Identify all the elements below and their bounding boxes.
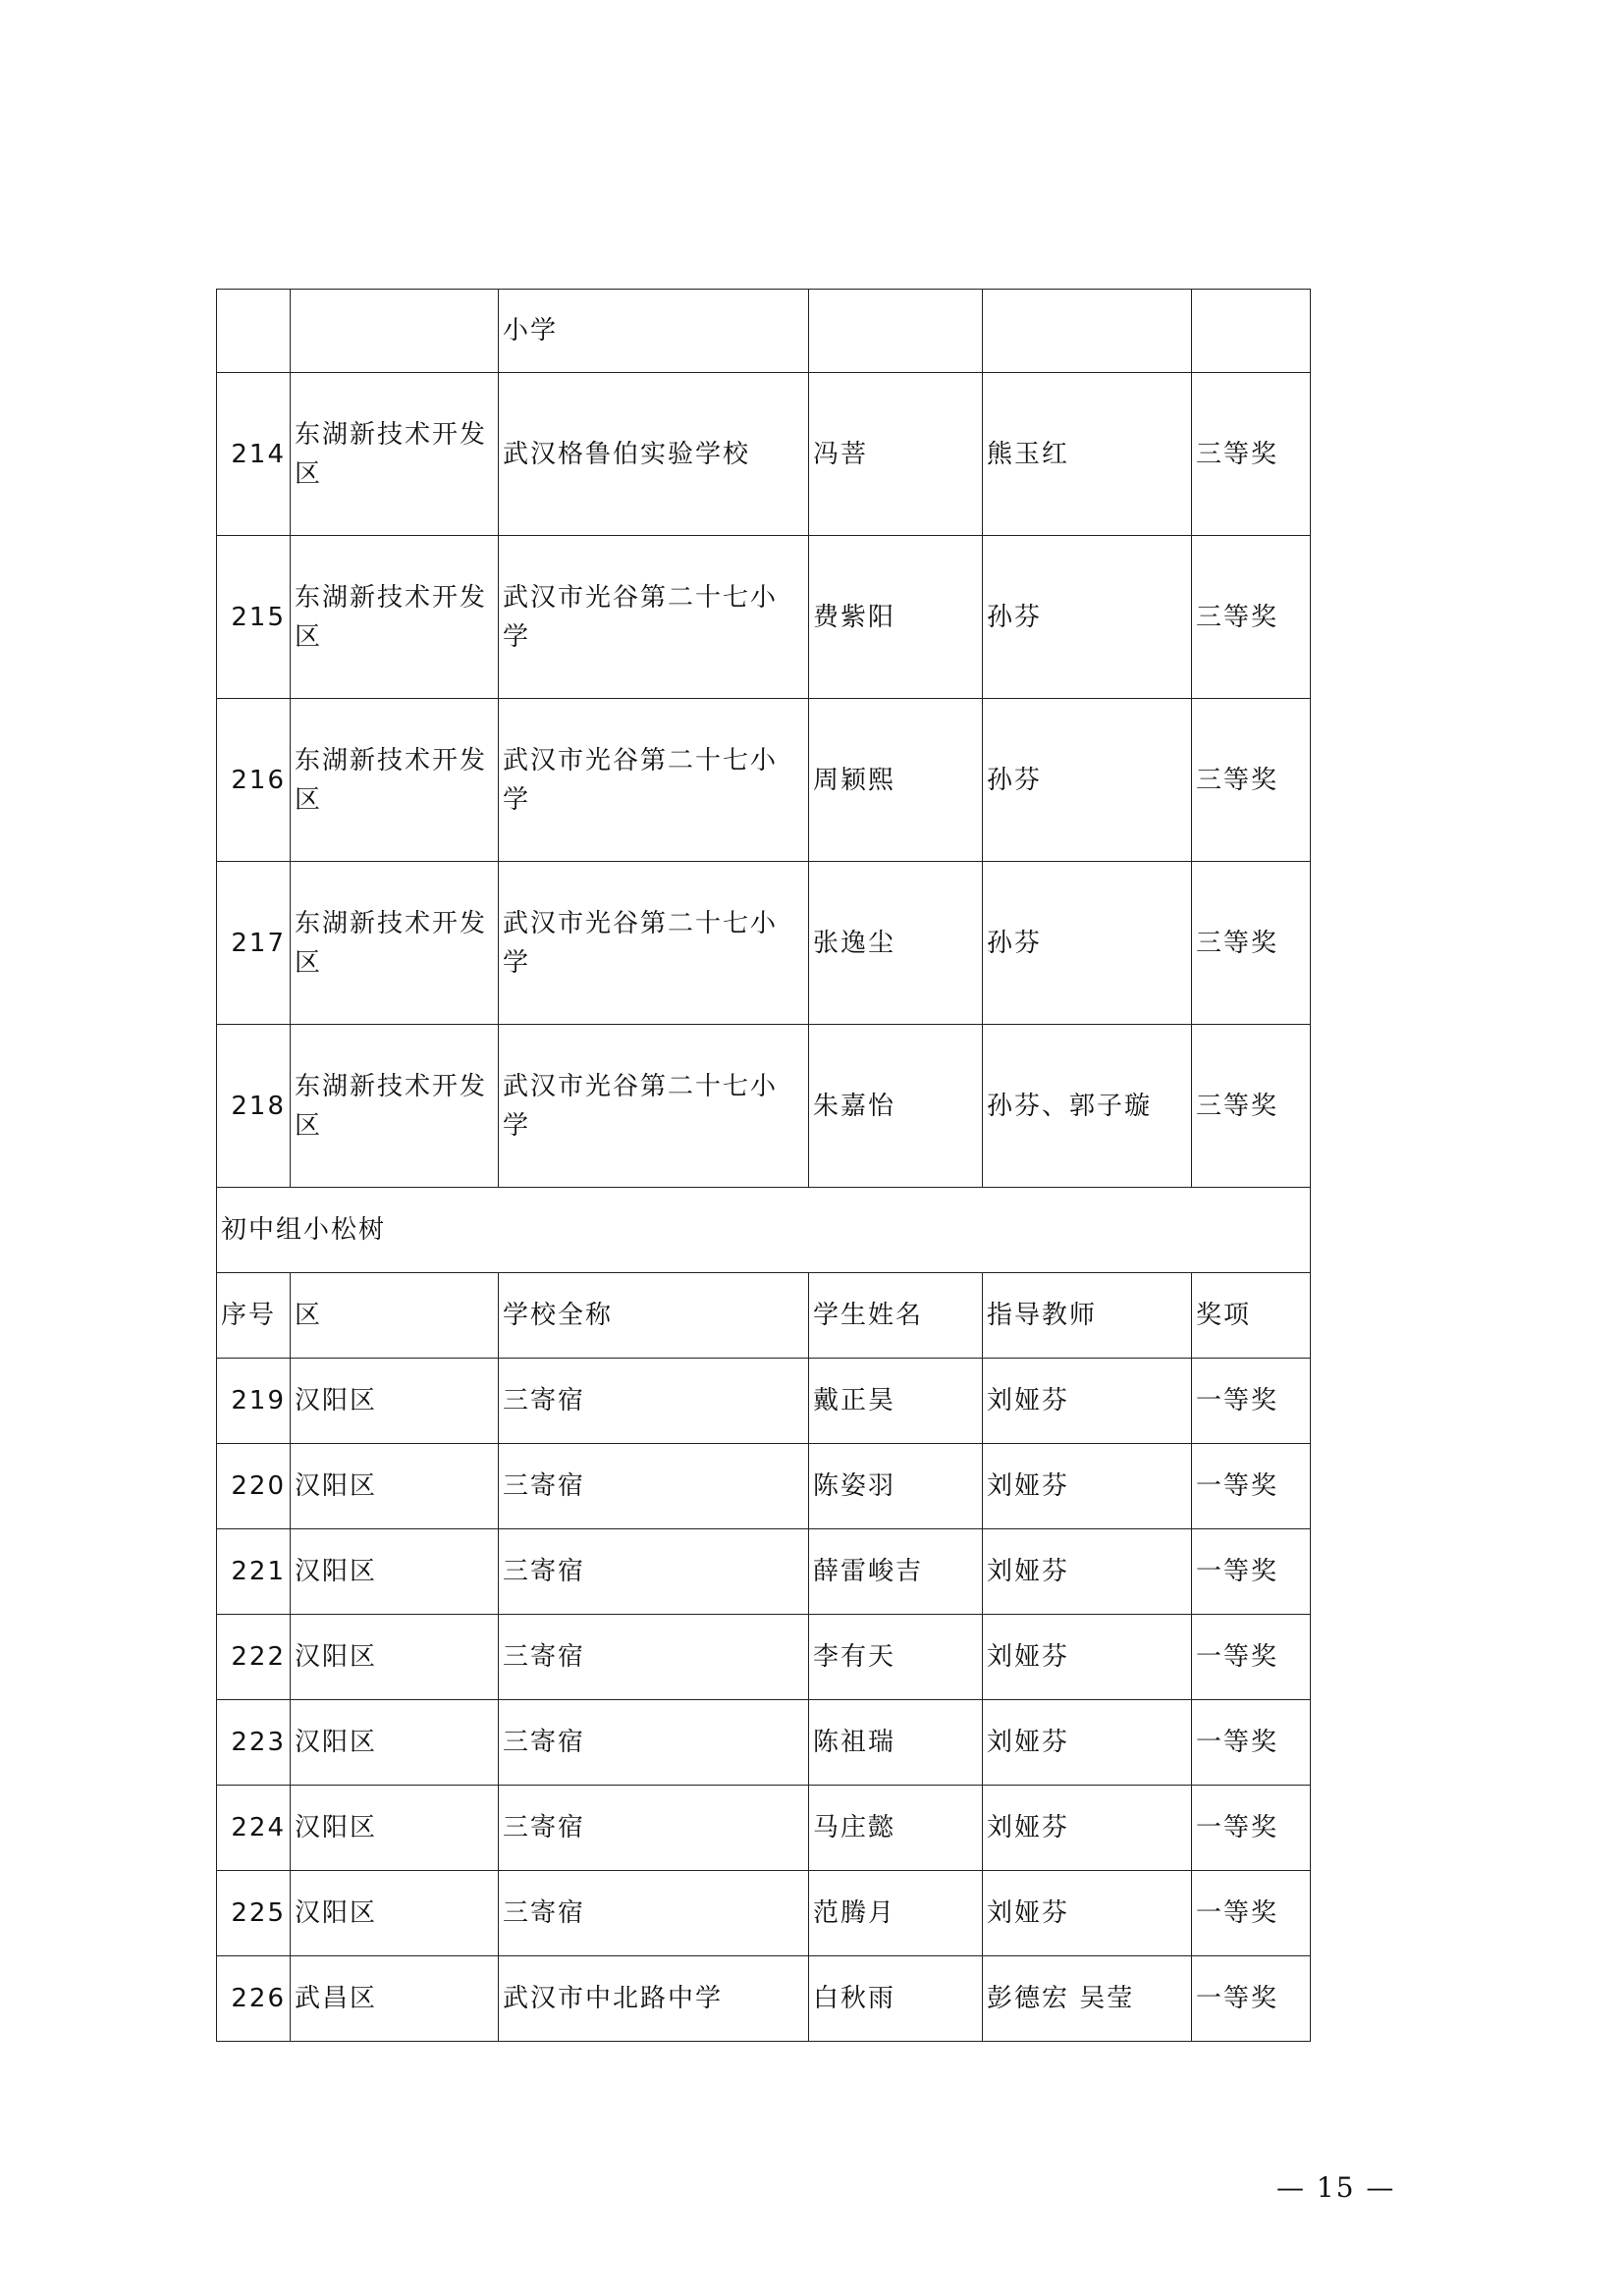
cell-school: 武汉市中北路中学 [499, 1956, 809, 2042]
cell-district: 武昌区 [291, 1956, 499, 2042]
cell-student: 张逸尘 [809, 862, 983, 1025]
cell-district: 东湖新技术开发区 [291, 536, 499, 699]
section-title: 初中组小松树 [217, 1188, 1311, 1273]
cell-award: 一等奖 [1192, 1871, 1311, 1956]
cell-student: 薛雷峻吉 [809, 1529, 983, 1615]
cell-district: 东湖新技术开发区 [291, 373, 499, 536]
cell-school: 武汉市光谷第二十七小学 [499, 862, 809, 1025]
cell-award: 一等奖 [1192, 1700, 1311, 1786]
cell-award: 三等奖 [1192, 373, 1311, 536]
cell-school: 三寄宿 [499, 1444, 809, 1529]
header-award: 奖项 [1192, 1273, 1311, 1359]
cell-no: 224 [217, 1786, 291, 1871]
header-school: 学校全称 [499, 1273, 809, 1359]
cell-student: 白秋雨 [809, 1956, 983, 2042]
cell-student: 范腾月 [809, 1871, 983, 1956]
cell-student: 费紫阳 [809, 536, 983, 699]
cell-student: 朱嘉怡 [809, 1025, 983, 1188]
cell-district: 东湖新技术开发区 [291, 862, 499, 1025]
section-title-row [217, 1188, 1311, 1273]
page-number: — 15 — [1276, 2171, 1396, 2204]
cell-teacher: 刘娅芬 [983, 1786, 1192, 1871]
table-header-row [217, 1273, 1311, 1359]
cell-district: 东湖新技术开发区 [291, 1025, 499, 1188]
cell-no: 220 [217, 1444, 291, 1529]
cell-no: 226 [217, 1956, 291, 2042]
cell-student [809, 290, 983, 373]
cell-teacher [983, 290, 1192, 373]
cell-school: 武汉市光谷第二十七小学 [499, 699, 809, 862]
cell-school: 三寄宿 [499, 1615, 809, 1700]
cell-student: 戴正昊 [809, 1359, 983, 1444]
cell-award: 一等奖 [1192, 1956, 1311, 2042]
cell-teacher: 孙芬、郭子璇 [983, 1025, 1192, 1188]
cell-student: 李有天 [809, 1615, 983, 1700]
cell-school: 三寄宿 [499, 1700, 809, 1786]
cell-teacher: 刘娅芬 [983, 1700, 1192, 1786]
cell-no: 216 [217, 699, 291, 862]
table-row [217, 373, 1311, 536]
cell-student: 陈祖瑞 [809, 1700, 983, 1786]
cell-teacher: 刘娅芬 [983, 1871, 1192, 1956]
table-row [217, 699, 1311, 862]
cell-award: 三等奖 [1192, 862, 1311, 1025]
header-student: 学生姓名 [809, 1273, 983, 1359]
cell-district: 汉阳区 [291, 1786, 499, 1871]
table-row [217, 862, 1311, 1025]
cell-no: 221 [217, 1529, 291, 1615]
table-row [217, 1871, 1311, 1956]
cell-school: 武汉市光谷第二十七小学 [499, 1025, 809, 1188]
cell-school: 三寄宿 [499, 1529, 809, 1615]
cell-district: 汉阳区 [291, 1871, 499, 1956]
cell-district [291, 290, 499, 373]
cell-no: 222 [217, 1615, 291, 1700]
cell-teacher: 孙芬 [983, 536, 1192, 699]
awards-table [216, 289, 1311, 2042]
table-row [217, 1700, 1311, 1786]
table-row [217, 1956, 1311, 2042]
cell-teacher: 刘娅芬 [983, 1359, 1192, 1444]
cell-student: 冯菩 [809, 373, 983, 536]
cell-school: 小学 [499, 290, 809, 373]
table-row [217, 536, 1311, 699]
header-district: 区 [291, 1273, 499, 1359]
table-row [217, 1444, 1311, 1529]
cell-award: 一等奖 [1192, 1529, 1311, 1615]
cell-award: 三等奖 [1192, 699, 1311, 862]
cell-teacher: 孙芬 [983, 862, 1192, 1025]
cell-no: 219 [217, 1359, 291, 1444]
cell-district: 汉阳区 [291, 1444, 499, 1529]
cell-no: 217 [217, 862, 291, 1025]
cell-district: 汉阳区 [291, 1359, 499, 1444]
table-row [217, 1529, 1311, 1615]
cell-teacher: 熊玉红 [983, 373, 1192, 536]
cell-no: 215 [217, 536, 291, 699]
cell-no: 214 [217, 373, 291, 536]
cell-award: 三等奖 [1192, 536, 1311, 699]
cell-teacher: 孙芬 [983, 699, 1192, 862]
cell-district: 汉阳区 [291, 1615, 499, 1700]
cell-school: 三寄宿 [499, 1359, 809, 1444]
cell-student: 周颖熙 [809, 699, 983, 862]
cell-award: 一等奖 [1192, 1786, 1311, 1871]
cell-no: 223 [217, 1700, 291, 1786]
header-teacher: 指导教师 [983, 1273, 1192, 1359]
cell-award [1192, 290, 1311, 373]
header-no: 序号 [217, 1273, 291, 1359]
cell-district: 汉阳区 [291, 1700, 499, 1786]
cell-award: 一等奖 [1192, 1444, 1311, 1529]
cell-no: 225 [217, 1871, 291, 1956]
cell-school: 武汉市光谷第二十七小学 [499, 536, 809, 699]
cell-teacher: 刘娅芬 [983, 1444, 1192, 1529]
cell-district: 东湖新技术开发区 [291, 699, 499, 862]
cell-award: 三等奖 [1192, 1025, 1311, 1188]
table-row [217, 1025, 1311, 1188]
cell-award: 一等奖 [1192, 1615, 1311, 1700]
cell-student: 陈姿羽 [809, 1444, 983, 1529]
table-row [217, 1359, 1311, 1444]
table-row [217, 1615, 1311, 1700]
cell-school: 武汉格鲁伯实验学校 [499, 373, 809, 536]
cell-no: 218 [217, 1025, 291, 1188]
cell-no [217, 290, 291, 373]
cell-teacher: 刘娅芬 [983, 1529, 1192, 1615]
cell-district: 汉阳区 [291, 1529, 499, 1615]
cell-student: 马庄懿 [809, 1786, 983, 1871]
cell-teacher: 刘娅芬 [983, 1615, 1192, 1700]
cell-award: 一等奖 [1192, 1359, 1311, 1444]
cell-school: 三寄宿 [499, 1786, 809, 1871]
cell-school: 三寄宿 [499, 1871, 809, 1956]
cell-teacher: 彭德宏 吴莹 [983, 1956, 1192, 2042]
table-row [217, 290, 1311, 373]
table-row [217, 1786, 1311, 1871]
